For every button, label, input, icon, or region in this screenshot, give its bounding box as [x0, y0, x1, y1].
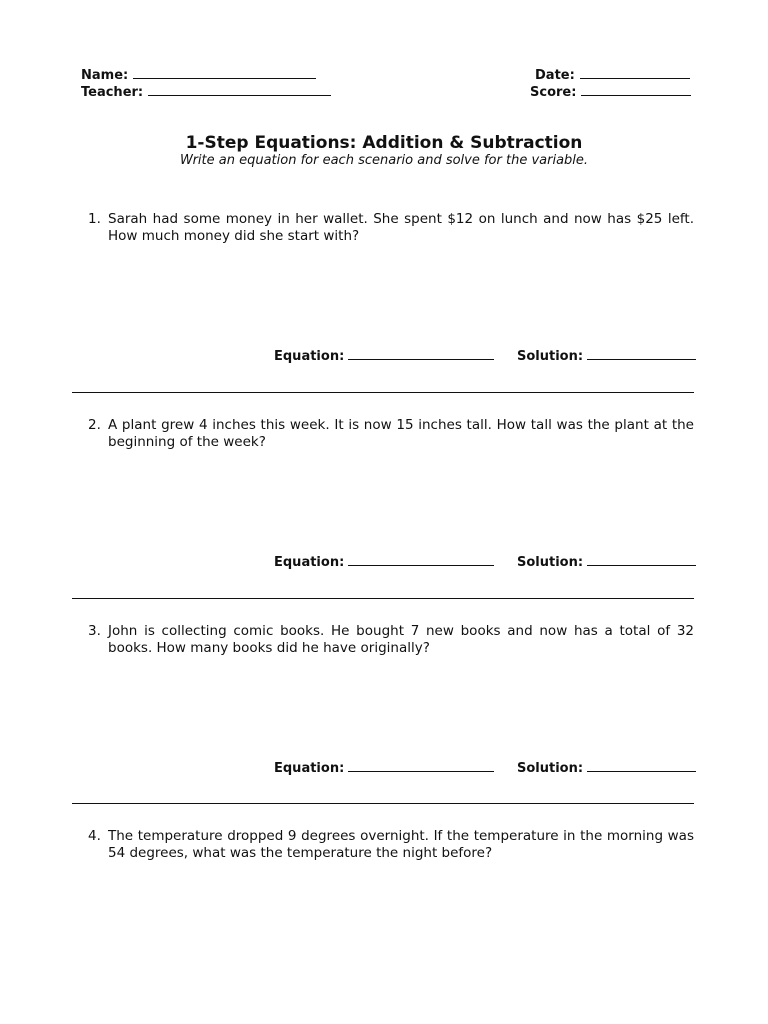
equation-label: Equation:: [274, 761, 345, 776]
solution-label: Solution:: [517, 349, 584, 364]
teacher-blank[interactable]: [148, 83, 331, 96]
question-number: 4.: [88, 828, 101, 844]
teacher-field[interactable]: [81, 83, 331, 101]
section-divider: [72, 392, 694, 393]
solution-blank[interactable]: [587, 347, 696, 360]
section-divider: [72, 803, 694, 804]
question-text: A plant grew 4 inches this week. It is now 15 inches tall. How tall was the plant at the beginning of the week?: [108, 417, 694, 450]
question-text: Sarah had some money in her wallet. She spent $12 on lunch and now has $25 left. How much money did she start with?: [108, 211, 694, 244]
solution-label: Solution:: [517, 761, 584, 776]
equation-label: Equation:: [274, 555, 345, 570]
section-divider: [72, 598, 694, 599]
solution-label: Solution:: [517, 555, 584, 570]
answer-row-1: [274, 347, 694, 365]
score-blank[interactable]: [581, 83, 691, 96]
name-blank[interactable]: [133, 66, 316, 79]
teacher-label: Teacher:: [81, 85, 144, 100]
date-blank[interactable]: [580, 66, 690, 79]
solution-blank[interactable]: [587, 759, 696, 772]
equation-blank[interactable]: [348, 759, 494, 772]
question-3: [88, 623, 694, 657]
answer-row-3: [274, 759, 694, 777]
score-field[interactable]: [530, 83, 691, 101]
name-field[interactable]: [81, 66, 316, 84]
date-field[interactable]: [535, 66, 690, 84]
answer-row-2: [274, 553, 694, 571]
question-text: The temperature dropped 9 degrees overnight. If the temperature in the morning was 54 degrees, what was the temperature the night before?: [108, 828, 694, 861]
question-1: [88, 211, 694, 245]
question-number: 2.: [88, 417, 101, 433]
equation-label: Equation:: [274, 349, 345, 364]
date-label: Date:: [535, 68, 575, 83]
name-label: Name:: [81, 68, 129, 83]
worksheet-instructions: Write an equation for each scenario and solve for the variable.: [179, 153, 589, 168]
question-4: [88, 828, 694, 862]
question-number: 3.: [88, 623, 101, 639]
solution-blank[interactable]: [587, 553, 696, 566]
equation-blank[interactable]: [348, 553, 494, 566]
question-number: 1.: [88, 211, 101, 227]
question-text: John is collecting comic books. He bought 7 new books and now has a total of 32 books. How many books did he have originally?: [108, 623, 694, 656]
question-2: [88, 417, 694, 451]
score-label: Score:: [530, 85, 577, 100]
worksheet-title: 1-Step Equations: Addition & Subtraction: [185, 133, 583, 153]
equation-blank[interactable]: [348, 347, 494, 360]
